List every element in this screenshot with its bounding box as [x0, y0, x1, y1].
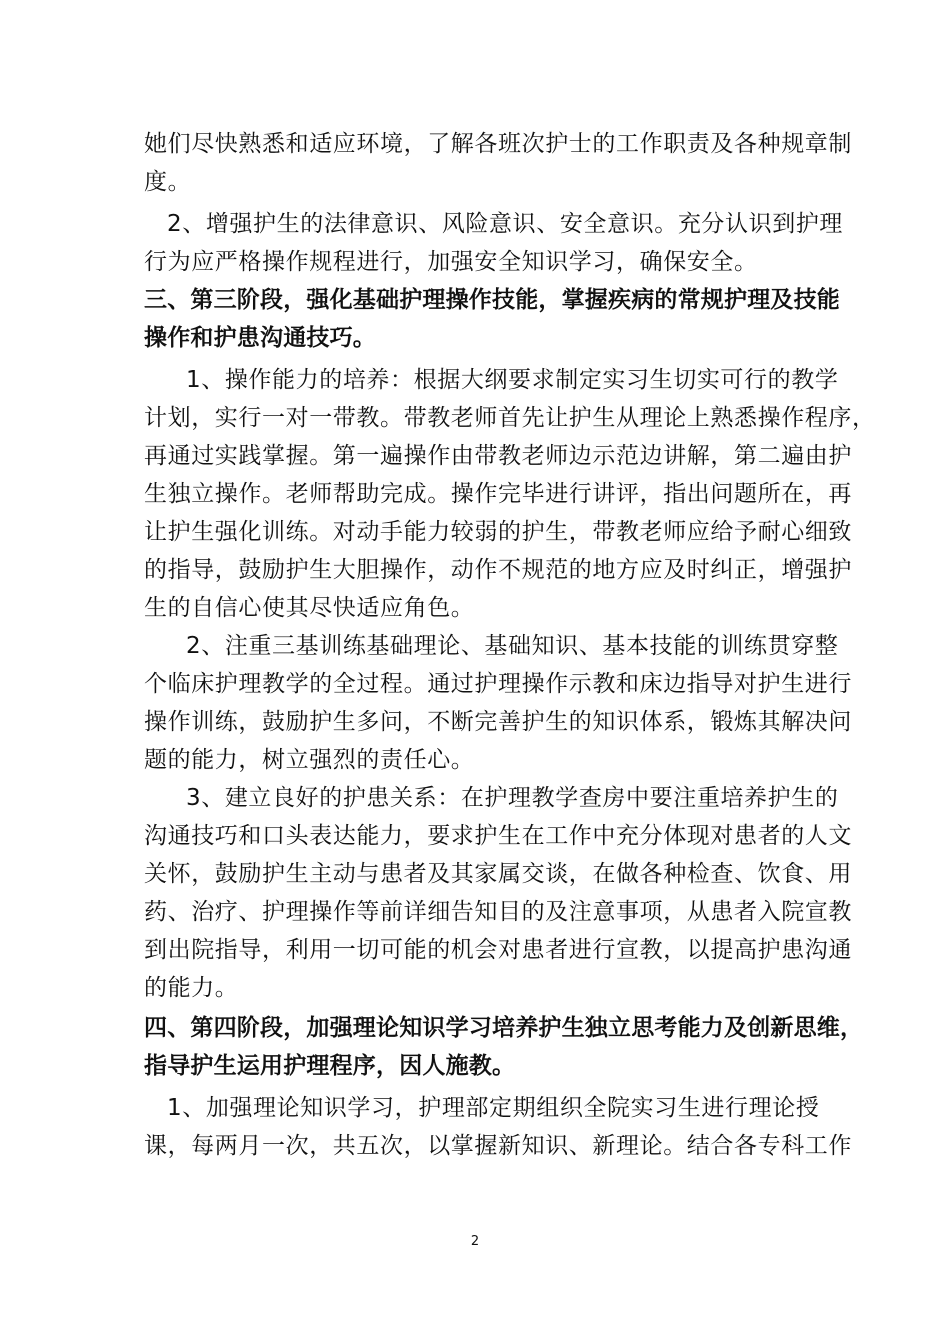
body-text-line: 2、注重三基训练基础理论、基础知识、基本技能的训练贯穿整	[186, 633, 839, 659]
body-text-line: 1、加强理论知识学习，护理部定期组织全院实习生进行理论授	[167, 1095, 820, 1121]
body-text-line: 课，每两月一次，共五次，以掌握新知识、新理论。结合各专科工作	[144, 1133, 852, 1159]
body-text-line: 再通过实践掌握。第一遍操作由带教老师边示范边讲解，第二遍由护	[144, 443, 852, 469]
body-text-line: 的指导，鼓励护生大胆操作，动作不规范的地方应及时纠正，增强护	[144, 557, 852, 583]
body-text-line: 行为应严格操作规程进行，加强安全知识学习，确保安全。	[144, 249, 758, 275]
body-text-line: 2、增强护生的法律意识、风险意识、安全意识。充分认识到护理	[167, 211, 844, 237]
body-text-line: 个临床护理教学的全过程。通过护理操作示教和床边指导对护生进行	[144, 671, 852, 697]
body-text-line: 题的能力，树立强烈的责任心。	[144, 747, 475, 773]
body-text-line: 1、操作能力的培养：根据大纲要求制定实习生切实可行的教学	[186, 367, 839, 393]
page-number: 2	[470, 1234, 480, 1249]
body-text-line: 让护生强化训练。对动手能力较弱的护生，带教老师应给予耐心细致	[144, 519, 852, 545]
body-text-line: 计划，实行一对一带教。带教老师首先让护生从理论上熟悉操作程序，	[144, 405, 876, 431]
section-heading-line: 四、第四阶段，加强理论知识学习培养护生独立思考能力及创新思维，	[144, 1015, 864, 1041]
body-text-line: 生独立操作。老师帮助完成。操作完毕进行讲评，指出问题所在，再	[144, 481, 852, 507]
body-text-line: 药、治疗、护理操作等前详细告知目的及注意事项，从患者入院宣教	[144, 899, 852, 925]
body-text-line: 度。	[144, 169, 192, 195]
section-heading-line: 操作和护患沟通技巧。	[144, 325, 376, 351]
body-text-line: 3、建立良好的护患关系：在护理教学查房中要注重培养护生的	[186, 785, 839, 811]
body-text-line: 生的自信心使其尽快适应角色。	[144, 595, 475, 621]
body-text-line: 的能力。	[144, 975, 239, 1001]
body-text-line: 到出院指导，利用一切可能的机会对患者进行宣教，以提高护患沟通	[144, 937, 852, 963]
section-heading-line: 三、第三阶段，强化基础护理操作技能，掌握疾病的常规护理及技能	[144, 287, 840, 313]
section-heading-line: 指导护生运用护理程序，因人施教。	[144, 1053, 516, 1079]
body-text-line: 操作训练，鼓励护生多问，不断完善护生的知识体系，锻炼其解决问	[144, 709, 852, 735]
body-text-line: 沟通技巧和口头表达能力，要求护生在工作中充分体现对患者的人文	[144, 823, 852, 849]
body-text-line: 关怀，鼓励护生主动与患者及其家属交谈，在做各种检查、饮食、用	[144, 861, 852, 887]
body-text-line: 她们尽快熟悉和适应环境，了解各班次护士的工作职责及各种规章制	[144, 131, 852, 157]
